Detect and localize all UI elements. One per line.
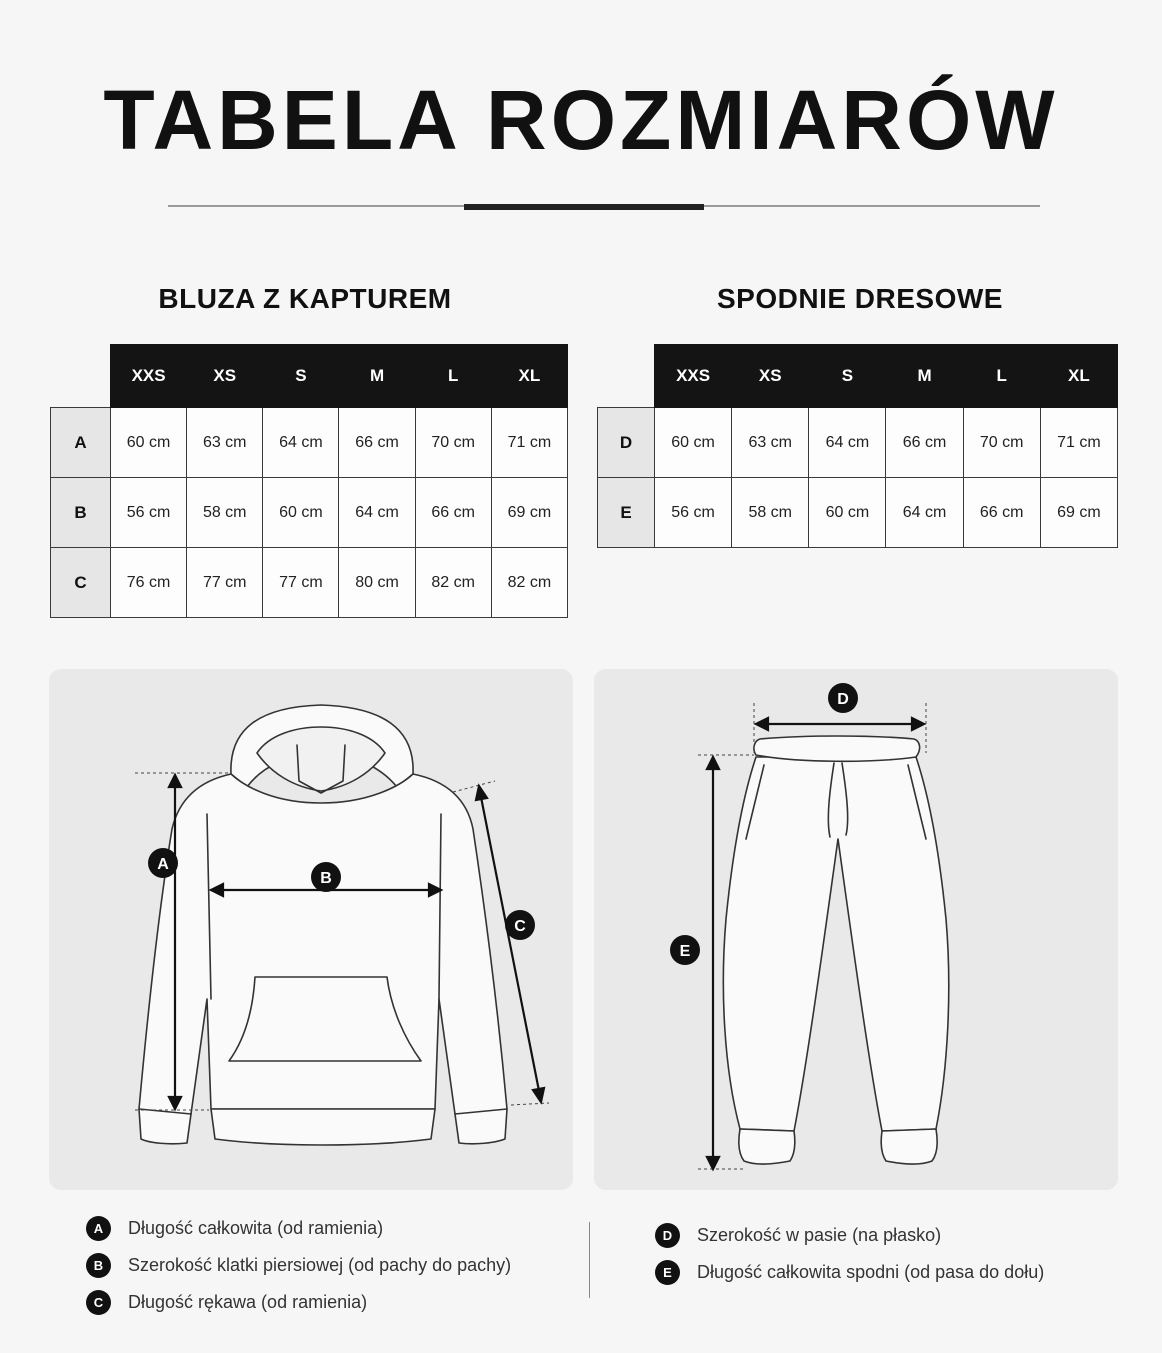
title-divider-accent [464,204,704,210]
row-label: B [51,478,111,548]
table-cell: 58 cm [187,478,263,548]
table-cell: 60 cm [655,408,732,478]
table-cell: 77 cm [263,548,339,618]
table-cell: 60 cm [809,478,886,548]
legend-divider [589,1222,590,1298]
table-cell: 82 cm [491,548,567,618]
size-header: S [809,345,886,408]
table-cell: 70 cm [963,408,1040,478]
row-label: D [598,408,655,478]
list-item [86,1210,511,1247]
size-header: XL [1040,345,1117,408]
pants-size-table [597,344,1118,548]
table-cell: 64 cm [886,478,963,548]
list-item [655,1254,1044,1291]
table-cell: 64 cm [339,478,415,548]
size-header: XS [187,345,263,408]
table-cell: 60 cm [263,478,339,548]
legend-text: Długość całkowita spodni (od pasa do dołu) [697,1262,1045,1282]
legend-badge: B [86,1253,111,1278]
size-header: XL [491,345,567,408]
size-header: XXS [111,345,187,408]
row-label: E [598,478,655,548]
marker-a: A [157,856,169,873]
table-cell: 64 cm [263,408,339,478]
legend-badge: D [655,1223,680,1248]
table-cell: 66 cm [886,408,963,478]
table-cell: 64 cm [809,408,886,478]
marker-d: D [837,691,849,708]
sweatpants-illustration-icon [594,669,1118,1190]
size-header: S [263,345,339,408]
table-cell: 58 cm [732,478,809,548]
hoodie-illustration-icon [49,669,573,1190]
legend-badge: E [655,1260,680,1285]
list-item [86,1284,511,1321]
table-cell: 56 cm [111,478,187,548]
table-corner [598,345,655,408]
table-cell: 82 cm [415,548,491,618]
row-label: C [51,548,111,618]
size-header: L [415,345,491,408]
table-cell: 71 cm [1040,408,1117,478]
legend-text: Długość całkowita (od ramienia) [128,1218,384,1238]
hoodie-diagram-panel [49,669,573,1190]
table-cell: 63 cm [732,408,809,478]
table-row [598,478,1118,548]
size-header: M [339,345,415,408]
page-title: TABELA ROZMIARÓW [103,73,1059,167]
legend-badge: A [86,1216,111,1241]
table-cell: 76 cm [111,548,187,618]
table-cell: 66 cm [963,478,1040,548]
size-header: M [886,345,963,408]
table-cell: 77 cm [187,548,263,618]
table-corner [51,345,111,408]
pants-legend [655,1217,1044,1291]
table-cell: 69 cm [491,478,567,548]
table-cell: 56 cm [655,478,732,548]
table-cell: 80 cm [339,548,415,618]
size-header: XXS [655,345,732,408]
legend-badge: C [86,1290,111,1315]
hoodie-section-title: BLUZA Z KAPTUREM [158,283,452,314]
hoodie-size-table [50,344,568,618]
pants-section-title: SPODNIE DRESOWE [717,283,1003,314]
size-header: L [963,345,1040,408]
table-row [51,478,568,548]
legend-text: Szerokość w pasie (na płasko) [697,1225,942,1245]
table-row [51,408,568,478]
table-cell: 71 cm [491,408,567,478]
table-row [598,408,1118,478]
table-cell: 66 cm [415,478,491,548]
list-item [86,1247,511,1284]
legend-text: Szerokość klatki piersiowej (od pachy do pachy) [128,1255,512,1275]
marker-b: B [320,870,332,887]
table-cell: 63 cm [187,408,263,478]
marker-c: C [514,918,526,935]
legend-text: Długość rękawa (od ramienia) [128,1292,368,1312]
size-header: XS [732,345,809,408]
table-cell: 70 cm [415,408,491,478]
marker-e: E [679,943,691,960]
hoodie-legend [86,1210,511,1321]
table-row [51,548,568,618]
table-cell: 69 cm [1040,478,1117,548]
table-cell: 66 cm [339,408,415,478]
pants-diagram-panel [594,669,1118,1190]
table-cell: 60 cm [111,408,187,478]
list-item [655,1217,1044,1254]
row-label: A [51,408,111,478]
